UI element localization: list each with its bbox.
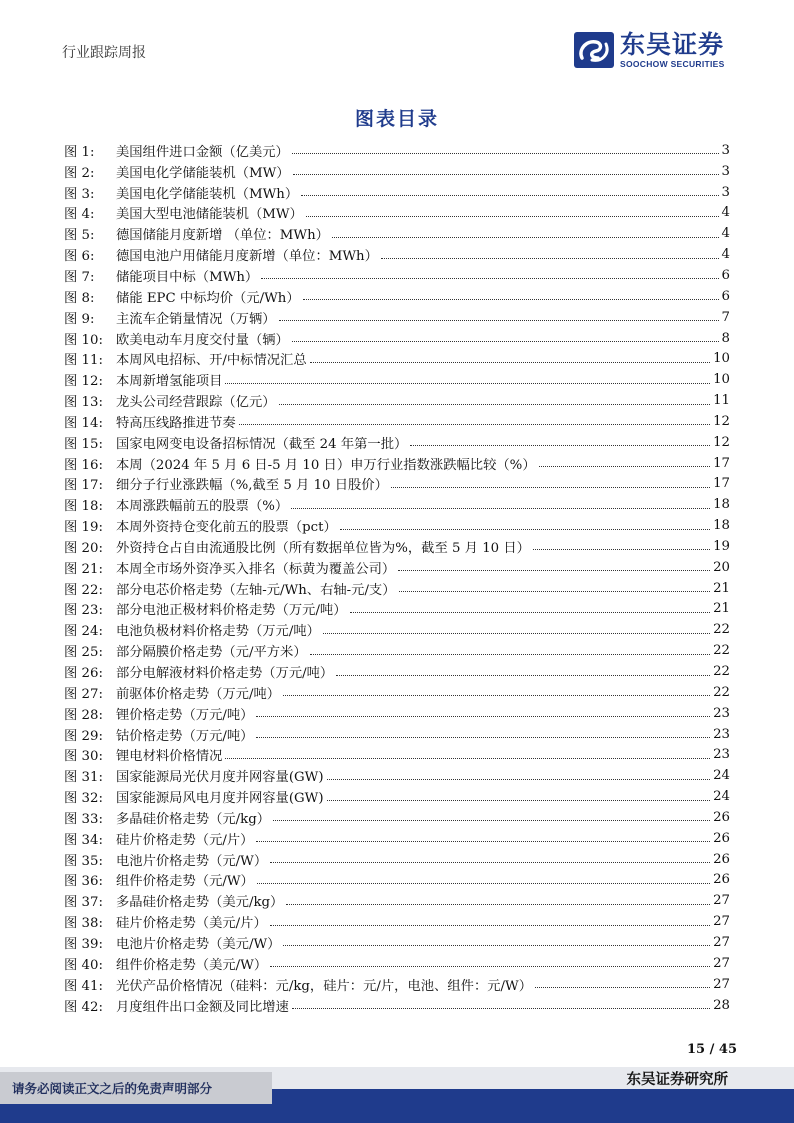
toc-figure-label: 图 35: [64,853,103,869]
toc-figure-title: 硅片价格走势（美元/片） [116,916,267,932]
toc-dot-leader [381,258,719,259]
toc-figure-label: 图 27: [64,686,103,702]
toc-page-number: 22 [713,664,730,680]
toc-page-number: 21 [713,580,730,596]
toc-page-number: 26 [713,851,730,867]
toc-figure-label: 图 3: [64,186,95,202]
toc-figure-title: 锂电材料价格情况 [116,749,223,765]
toc-page-number: 24 [713,768,730,784]
toc-dot-leader [270,966,710,967]
toc-entry[interactable] [64,932,730,953]
toc-figure-label: 图 10: [64,332,103,348]
logo-chinese-name: 东吴证券 [620,29,725,59]
disclaimer-banner [0,1072,272,1104]
toc-page-number: 11 [713,393,730,409]
toc-figure-label: 图 24: [64,624,103,640]
toc-figure-label: 图 1: [64,144,95,160]
toc-page-number: 27 [713,893,730,909]
toc-entry[interactable] [64,390,730,411]
toc-figure-label: 图 21: [64,561,103,577]
toc-page-number: 24 [713,789,730,805]
toc-page-number: 26 [713,830,730,846]
toc-figure-label: 图 33: [64,811,103,827]
toc-entry[interactable] [64,661,730,682]
toc-page-number: 17 [713,455,730,471]
toc-entry[interactable] [64,870,730,891]
toc-entry[interactable] [64,765,730,786]
toc-figure-label: 图 7: [64,269,95,285]
toc-figure-label: 图 8: [64,290,95,306]
toc-entry[interactable] [64,599,730,620]
toc-dot-leader [256,841,710,842]
toc-dot-leader [239,424,710,425]
toc-dot-leader [303,299,719,300]
toc-figure-title: 德国电池户用储能月度新增（单位：MWh） [116,249,378,265]
toc-figure-title: 美国组件进口金额（亿美元） [116,144,289,160]
toc-page-number: 7 [721,309,730,325]
toc-figure-title: 部分电池正极材料价格走势（万元/吨） [116,603,347,619]
toc-figure-title: 前驱体价格走势（万元/吨） [116,686,281,702]
toc-entry[interactable] [64,369,730,390]
toc-figure-label: 图 19: [64,520,103,536]
toc-figure-label: 图 22: [64,582,103,598]
toc-page-number: 18 [713,518,730,534]
toc-figure-label: 图 29: [64,728,103,744]
toc-entry[interactable] [64,328,730,349]
toc-figure-label: 图 41: [64,978,103,994]
toc-entry[interactable] [64,432,730,453]
table-of-figures [64,140,730,1015]
toc-dot-leader [257,883,710,884]
toc-entry[interactable] [64,348,730,369]
toc-entry[interactable] [64,182,730,203]
toc-dot-leader [279,320,719,321]
toc-entry[interactable] [64,953,730,974]
toc-page-number: 27 [713,914,730,930]
toc-page-number: 17 [713,476,730,492]
toc-dot-leader [279,404,711,405]
toc-entry[interactable] [64,474,730,495]
toc-page-number: 28 [713,997,730,1013]
toc-page-number: 12 [713,413,730,429]
toc-figure-title: 美国大型电池储能装机（MW） [116,207,303,223]
toc-figure-label: 图 9: [64,311,95,327]
toc-dot-leader [270,862,710,863]
toc-dot-leader [283,695,710,696]
toc-dot-leader [323,633,710,634]
toc-dot-leader [332,237,719,238]
toc-page-number: 26 [713,872,730,888]
toc-figure-title: 月度组件出口金额及同比增速 [116,999,289,1015]
toc-entry[interactable] [64,619,730,640]
toc-figure-title: 国家能源局风电月度并网容量(GW) [116,791,324,807]
toc-page-number: 3 [721,184,730,200]
toc-dot-leader [225,383,710,384]
toc-figure-label: 图 28: [64,707,103,723]
toc-page-number: 23 [713,747,730,763]
toc-page-number: 22 [713,622,730,638]
toc-figure-title: 电池负极材料价格走势（万元/吨） [116,624,320,640]
toc-dot-leader [336,675,710,676]
toc-figure-label: 图 34: [64,832,103,848]
toc-page-number: 21 [713,601,730,617]
toc-figure-label: 图 31: [64,770,103,786]
toc-dot-leader [292,153,719,154]
toc-entry[interactable] [64,890,730,911]
toc-dot-leader [539,466,710,467]
toc-figure-title: 细分子行业涨跌幅（%,截至 5 月 10 日股价） [116,478,388,494]
toc-figure-label: 图 6: [64,249,95,265]
toc-figure-title: 本周新增氢能项目 [116,374,223,390]
toc-entry[interactable] [64,307,730,328]
toc-page-number: 12 [713,434,730,450]
toc-page-number: 6 [721,288,730,304]
toc-figure-label: 图 18: [64,499,103,515]
toc-figure-label: 图 25: [64,645,103,661]
toc-page-number: 4 [721,247,730,263]
toc-figure-title: 主流车企销量情况（万辆） [116,311,276,327]
toc-entry[interactable] [64,849,730,870]
toc-figure-label: 图 17: [64,478,103,494]
toc-page-number: 22 [713,643,730,659]
footer-brand: 东吴证券研究所 [626,1071,728,1088]
toc-figure-title: 国家电网变电设备招标情况（截至 24 年第一批） [116,436,408,452]
toc-entry[interactable] [64,453,730,474]
toc-dot-leader [533,549,710,550]
toc-page-number: 4 [721,205,730,221]
toc-page-number: 3 [721,142,730,158]
toc-figure-label: 图 38: [64,916,103,932]
toc-dot-leader [293,174,719,175]
toc-entry[interactable] [64,140,730,161]
toc-figure-label: 图 26: [64,666,103,682]
toc-figure-label: 图 15: [64,436,103,452]
toc-entry[interactable] [64,724,730,745]
toc-figure-title: 美国电化学储能装机（MWh） [116,186,299,202]
toc-figure-label: 图 13: [64,395,103,411]
toc-figure-title: 国家能源局光伏月度并网容量(GW) [116,770,324,786]
toc-entry[interactable] [64,578,730,599]
toc-figure-label: 图 36: [64,874,103,890]
toc-dot-leader [399,591,711,592]
toc-entry[interactable] [64,411,730,432]
logo-english-name: SOOCHOW SECURITIES [620,58,725,69]
toc-entry[interactable] [64,911,730,932]
toc-figure-title: 硅片价格走势（元/片） [116,832,254,848]
toc-figure-title: 电池片价格走势（美元/W） [116,936,281,952]
toc-dot-leader [350,612,711,613]
toc-figure-label: 图 39: [64,936,103,952]
toc-entry[interactable] [64,161,730,182]
toc-dot-leader [327,800,711,801]
page-title: 图表目录 [354,108,439,130]
toc-dot-leader [391,487,710,488]
toc-figure-title: 德国储能月度新增 （单位：MWh） [116,228,329,244]
toc-dot-leader [410,445,710,446]
disclaimer-text: 请务必阅读正文之后的免责声明部分 [12,1081,213,1096]
toc-page-number: 23 [713,705,730,721]
toc-dot-leader [225,758,710,759]
toc-figure-title: 龙头公司经营跟踪（亿元） [116,395,276,411]
toc-figure-label: 图 11: [64,353,103,369]
toc-figure-title: 组件价格走势（美元/W） [116,957,268,973]
toc-entry[interactable] [64,786,730,807]
toc-entry[interactable] [64,244,730,265]
toc-entry[interactable] [64,494,730,515]
toc-page-number: 23 [713,726,730,742]
toc-page-number: 6 [721,267,730,283]
toc-figure-label: 图 40: [64,957,103,973]
toc-figure-label: 图 16: [64,457,103,473]
toc-dot-leader [256,737,710,738]
toc-dot-leader [273,820,710,821]
toc-page-number: 18 [713,497,730,513]
toc-dot-leader [535,987,710,988]
soochow-logo-icon [572,30,616,70]
toc-dot-leader [292,1008,710,1009]
toc-dot-leader [327,779,711,780]
toc-figure-title: 光伏产品价格情况（硅料：元/kg，硅片：元/片，电池、组件：元/W） [116,978,532,994]
toc-entry[interactable] [64,682,730,703]
toc-entry[interactable] [64,807,730,828]
toc-figure-label: 图 14: [64,415,103,431]
company-logo [572,29,742,71]
toc-entry[interactable] [64,265,730,286]
toc-figure-title: 本周（2024 年 5 月 6 日-5 月 10 日）申万行业指数涨跌幅比较（%） [116,457,536,473]
toc-page-number: 20 [713,559,730,575]
toc-entry[interactable] [64,223,730,244]
toc-figure-title: 部分隔膜价格走势（元/平方米） [116,645,307,661]
toc-page-number: 22 [713,684,730,700]
toc-page-number: 19 [713,538,730,554]
page-number: 15 / 45 [687,1042,737,1057]
toc-page-number: 27 [713,955,730,971]
toc-figure-label: 图 23: [64,603,103,619]
toc-figure-label: 图 30: [64,749,103,765]
toc-entry[interactable] [64,286,730,307]
toc-page-number: 8 [721,330,730,346]
toc-dot-leader [340,529,710,530]
toc-dot-leader [292,341,719,342]
toc-dot-leader [398,570,710,571]
toc-page-number: 10 [713,351,730,367]
toc-figure-title: 欧美电动车月度交付量（辆） [116,332,289,348]
toc-dot-leader [256,716,710,717]
toc-figure-label: 图 20: [64,540,103,556]
toc-entry[interactable] [64,828,730,849]
toc-entry[interactable] [64,515,730,536]
toc-entry[interactable] [64,203,730,224]
toc-figure-title: 多晶硅价格走势（美元/kg） [116,895,284,911]
toc-figure-title: 本周风电招标、开/中标情况汇总 [116,353,307,369]
toc-entry[interactable] [64,744,730,765]
toc-figure-title: 本周全市场外资净买入排名（标黄为覆盖公司） [116,561,396,577]
toc-figure-title: 锂价格走势（万元/吨） [116,707,254,723]
toc-figure-title: 部分电芯价格走势（左轴-元/Wh、右轴-元/支） [116,582,396,598]
toc-figure-label: 图 37: [64,895,103,911]
toc-figure-title: 储能项目中标（MWh） [116,269,259,285]
toc-entry[interactable] [64,995,730,1016]
toc-figure-title: 钴价格走势（万元/吨） [116,728,254,744]
report-type-label: 行业跟踪周报 [62,45,146,61]
toc-figure-title: 美国电化学储能装机（MW） [116,165,290,181]
toc-dot-leader [310,362,710,363]
toc-figure-title: 储能 EPC 中标均价（元/Wh） [116,290,300,306]
toc-figure-title: 特高压线路推进节奏 [116,415,236,431]
toc-figure-title: 电池片价格走势（元/W） [116,853,268,869]
toc-entry[interactable] [64,557,730,578]
toc-figure-label: 图 5: [64,228,95,244]
toc-figure-title: 外资持仓占自由流通股比例（所有数据单位皆为%，截至 5 月 10 日） [116,540,530,556]
toc-dot-leader [291,508,710,509]
toc-page-number: 27 [713,976,730,992]
toc-dot-leader [306,216,719,217]
toc-page-number: 3 [721,163,730,179]
toc-figure-label: 图 42: [64,999,103,1015]
toc-dot-leader [286,904,710,905]
toc-figure-label: 图 2: [64,165,95,181]
toc-page-number: 10 [713,372,730,388]
toc-figure-title: 本周外资持仓变化前五的股票（pct） [116,520,337,536]
toc-figure-label: 图 32: [64,791,103,807]
toc-entry[interactable] [64,640,730,661]
toc-entry[interactable] [64,703,730,724]
toc-entry[interactable] [64,536,730,557]
toc-figure-title: 多晶硅价格走势（元/kg） [116,811,271,827]
toc-entry[interactable] [64,974,730,995]
toc-figure-title: 组件价格走势（元/W） [116,874,254,890]
toc-page-number: 26 [713,809,730,825]
toc-figure-title: 本周涨跌幅前五的股票（%） [116,499,289,515]
toc-dot-leader [270,925,710,926]
toc-dot-leader [261,278,718,279]
toc-figure-title: 部分电解液材料价格走势（万元/吨） [116,666,334,682]
toc-dot-leader [310,654,710,655]
toc-page-number: 4 [721,226,730,242]
toc-figure-label: 图 12: [64,374,103,390]
toc-dot-leader [301,195,718,196]
toc-dot-leader [283,945,710,946]
toc-figure-label: 图 4: [64,207,95,223]
toc-page-number: 27 [713,934,730,950]
